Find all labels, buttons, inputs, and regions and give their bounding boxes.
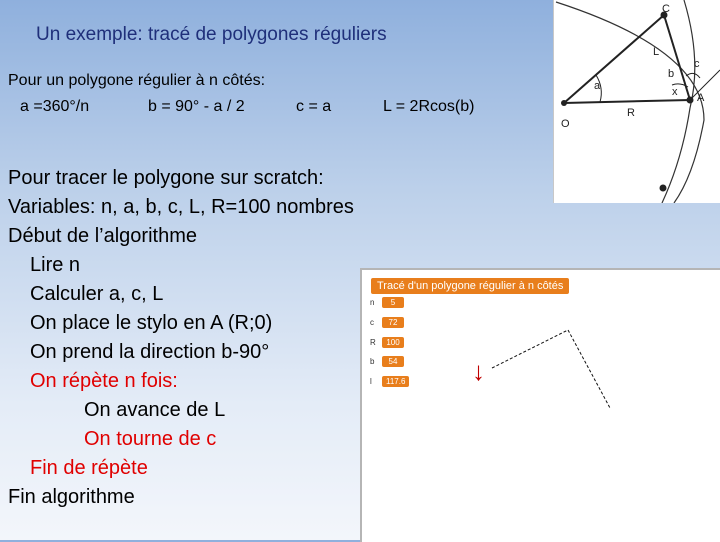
formula-b: b = 90° - a / 2 <box>148 98 245 115</box>
point-lower <box>660 185 667 192</box>
page-title: Un exemple: tracé de polygones réguliers <box>36 24 387 45</box>
variable-name: c <box>370 318 374 327</box>
algo-place: On place le stylo en A (R;0) <box>30 312 273 334</box>
algo-heading: Pour tracer le polygone sur scratch: <box>8 167 324 189</box>
variable-value: 5 <box>382 297 404 308</box>
algo-variables: Variables: n, a, b, c, L, R=100 nombres <box>8 196 354 218</box>
label-a: a <box>594 80 601 92</box>
variable-name: l <box>370 377 372 386</box>
algo-start: Début de l’algorithme <box>8 225 197 247</box>
algo-compute: Calculer a, c, L <box>30 283 164 305</box>
algo-end: Fin algorithme <box>8 486 135 508</box>
algorithm-text <box>8 164 354 512</box>
algo-read: Lire n <box>30 254 81 276</box>
variable-value: 117.6 <box>382 376 409 387</box>
variable-value: 100 <box>382 337 404 348</box>
variable-value: 54 <box>382 356 404 367</box>
label-C: C <box>662 3 670 15</box>
intro-text: Pour un polygone régulier à n côtés: <box>8 72 266 89</box>
polygon-path <box>492 330 610 408</box>
point-O <box>561 100 567 106</box>
algo-end-repeat: Fin de répète <box>30 457 148 479</box>
stage-title: Tracé d'un polygone régulier à n côtés <box>371 278 569 294</box>
formula-c: c = a <box>296 98 332 115</box>
sprite-arrow-icon[interactable]: ↓ <box>472 356 485 386</box>
label-c: c <box>694 58 700 70</box>
formula-L: L = 2Rcos(b) <box>383 98 475 115</box>
algo-direction: On prend la direction b-90° <box>30 341 270 363</box>
algo-advance: On avance de L <box>84 399 226 421</box>
variable-name: R <box>370 338 376 347</box>
variable-name: n <box>370 298 375 307</box>
segment-OC <box>564 15 664 103</box>
label-R: R <box>627 107 635 119</box>
segment-OA <box>564 100 690 103</box>
pen-drawing <box>362 270 720 540</box>
label-b: b <box>668 68 675 80</box>
label-x: x <box>672 86 678 98</box>
variable-value: 72 <box>382 317 404 328</box>
algo-repeat: On répète n fois: <box>30 370 178 392</box>
formula-a: a =360°/n <box>20 98 90 115</box>
point-A <box>687 97 694 104</box>
scratch-stage[interactable] <box>360 268 720 542</box>
label-A: A <box>697 92 705 104</box>
label-L: L <box>653 46 660 58</box>
geometry-svg <box>554 0 720 203</box>
algo-turn: On tourne de c <box>84 428 217 450</box>
variable-name: b <box>370 357 375 366</box>
geometry-diagram <box>553 0 720 203</box>
label-O: O <box>561 118 570 130</box>
